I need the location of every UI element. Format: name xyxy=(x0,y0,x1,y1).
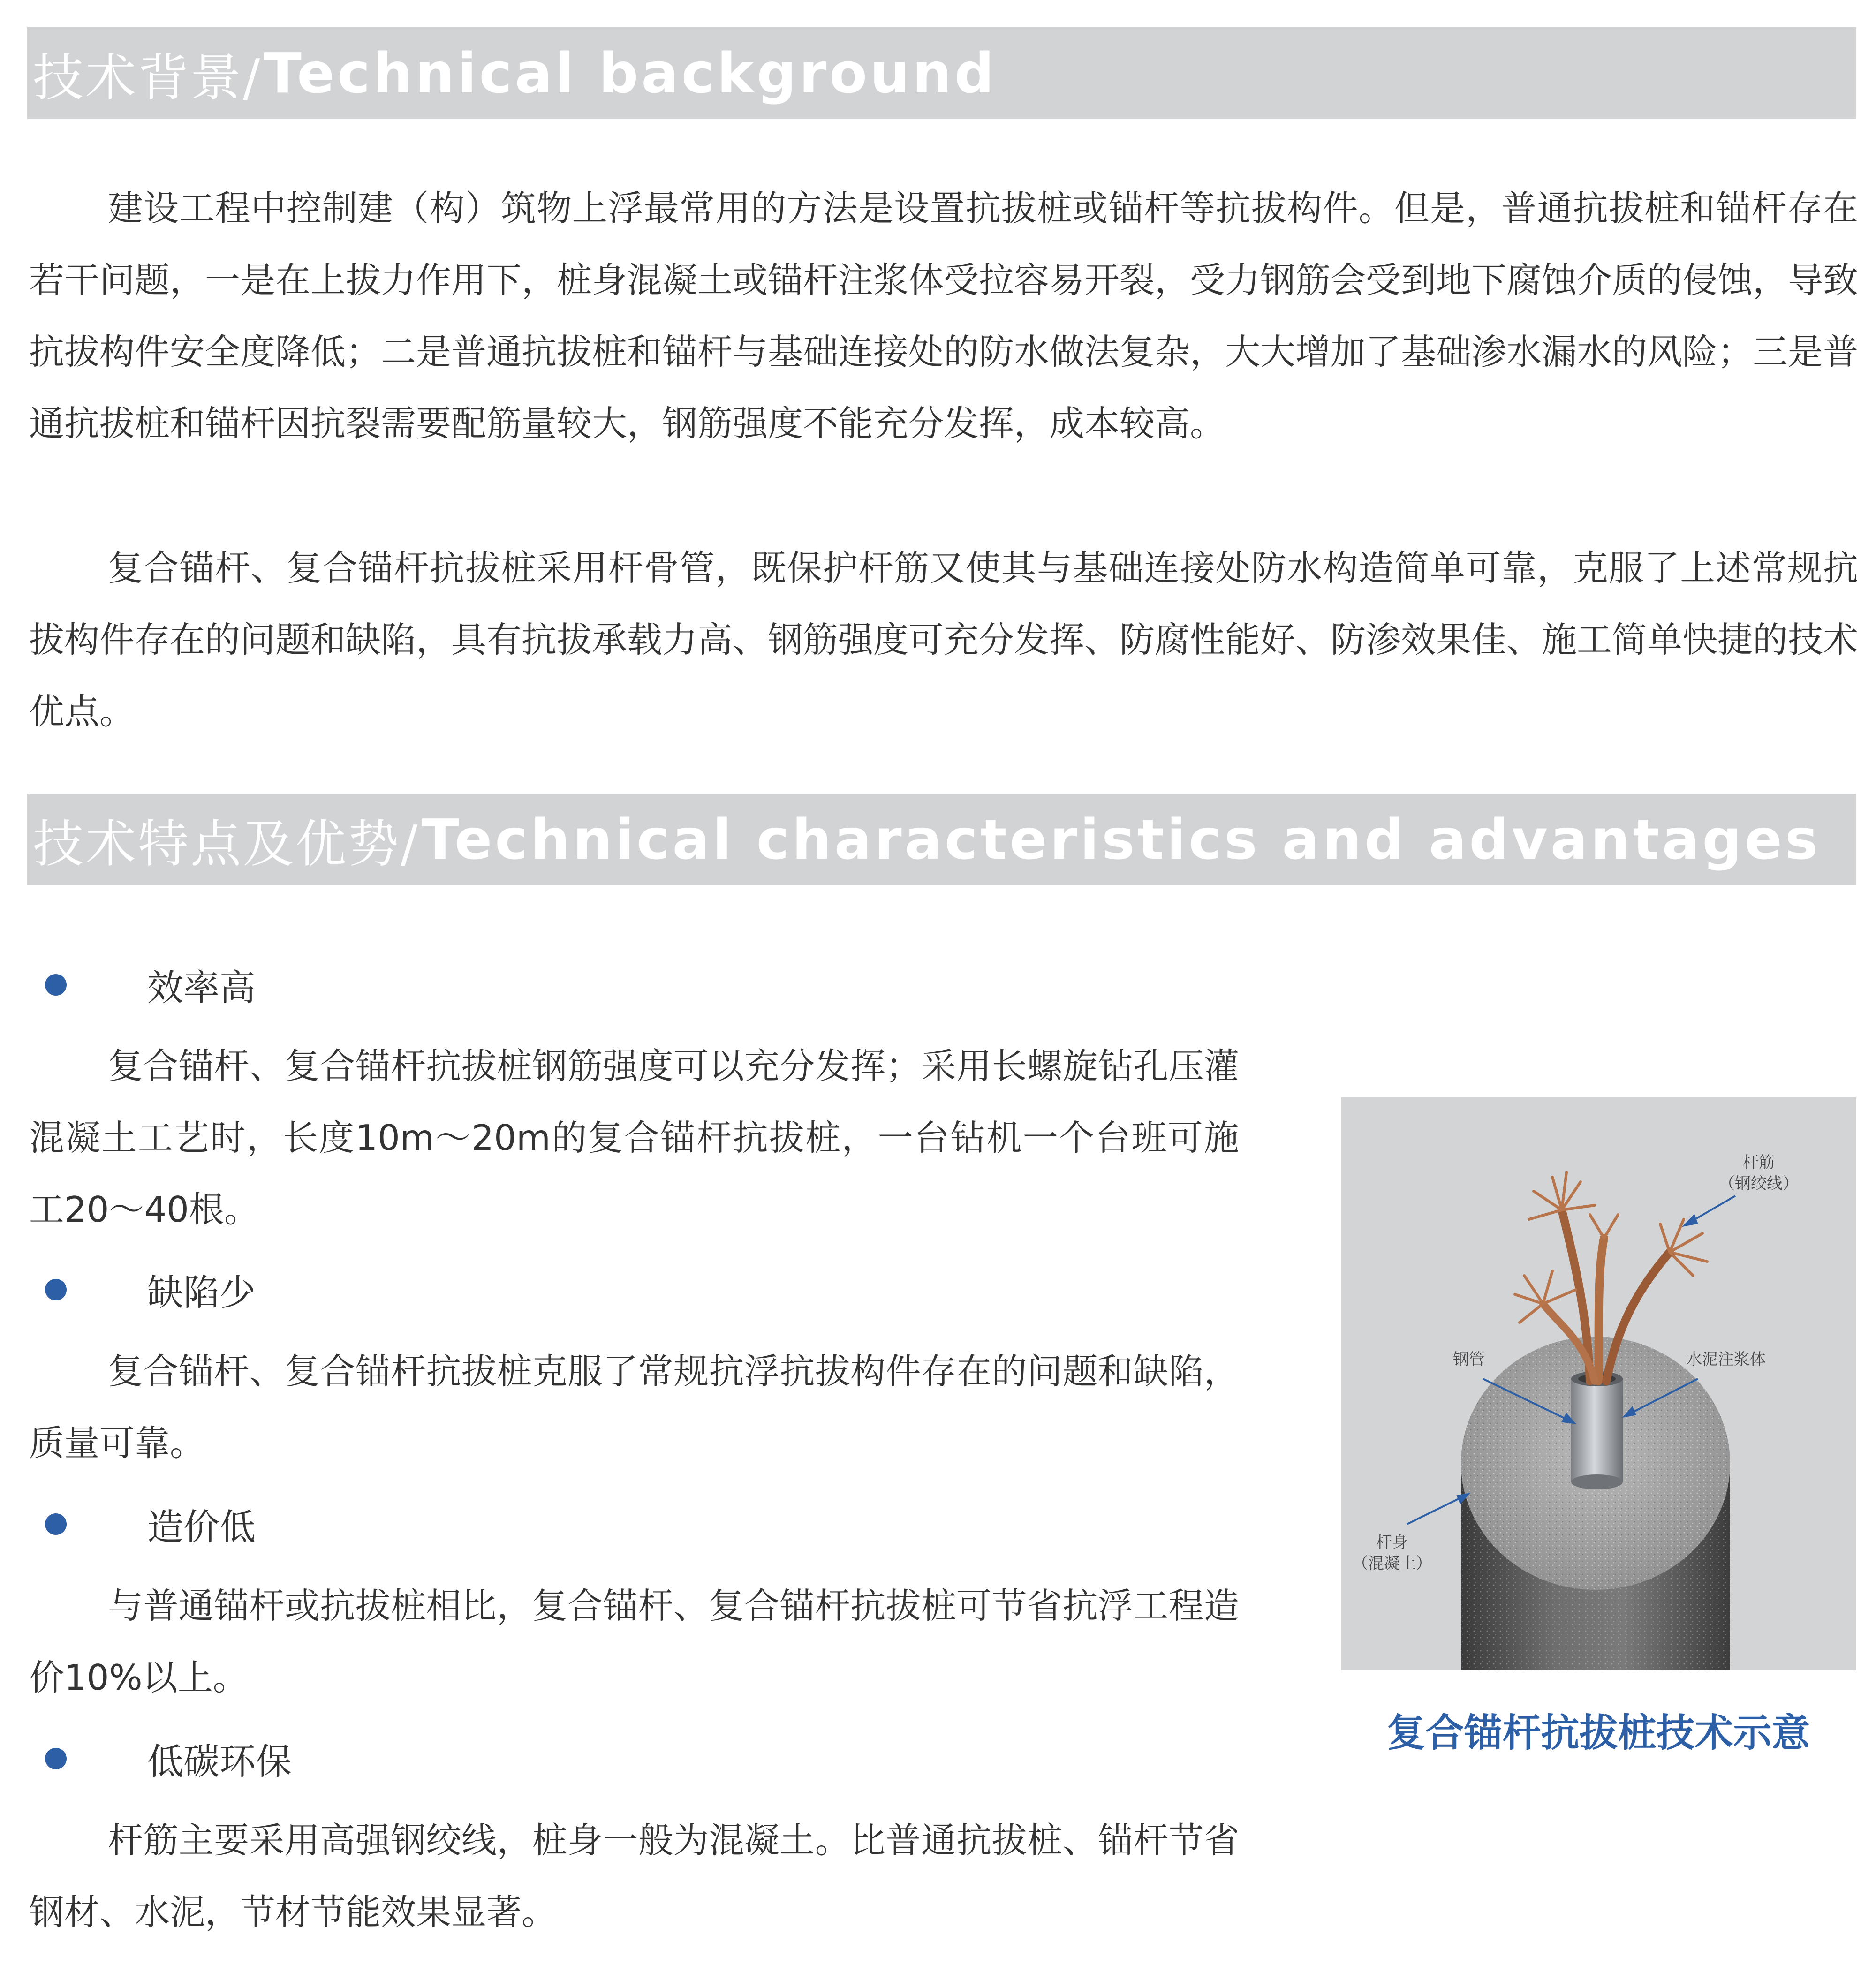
body-label-line2: （混凝土） xyxy=(1352,1554,1432,1573)
advantage-text: 杆筋主要采用高强钢绞线，桩身一般为混凝土。比普通抗拔桩、锚杆节省钢材、水泥，节材节能效果显著。 xyxy=(29,1820,1239,1933)
body-label-line1: 杆身 xyxy=(1376,1533,1408,1552)
advantage-item-heading xyxy=(45,1501,256,1548)
bullet-icon xyxy=(45,1279,67,1300)
anchor-pile-diagram xyxy=(1341,1097,1856,1670)
bullet-icon xyxy=(45,974,67,996)
advantage-text: 与普通锚杆或抗拔桩相比，复合锚杆、复合锚杆抗拔桩可节省抗浮工程造价10%以上。 xyxy=(29,1585,1239,1698)
anchor-pile-illustration xyxy=(1341,1097,1856,1670)
bullet-icon xyxy=(45,1748,67,1769)
section-banner-characteristics xyxy=(27,794,1856,885)
advantage-title: 效率高 xyxy=(147,967,256,1009)
advantage-text: 复合锚杆、复合锚杆抗拔桩克服了常规抗浮抗拔构件存在的问题和缺陷，质量可靠。 xyxy=(29,1351,1239,1464)
pipe-label: 钢管 xyxy=(1453,1350,1485,1369)
advantage-item-heading xyxy=(45,1266,256,1313)
section-title-cn: 技术特点及优势/ xyxy=(33,815,420,874)
section-title-en: Technical characteristics and advantages xyxy=(421,807,1821,872)
figure-caption: 复合锚杆抗拔桩技术示意 xyxy=(1387,1711,1810,1755)
advantage-title: 低碳环保 xyxy=(147,1741,292,1783)
rod-label-line2: （钢绞线） xyxy=(1719,1174,1799,1193)
section-title-en: Technical background xyxy=(264,41,997,106)
section-banner-technical-background xyxy=(27,27,1856,119)
grout-label: 水泥注浆体 xyxy=(1686,1350,1766,1369)
advantage-title: 缺陷少 xyxy=(147,1272,256,1314)
background-paragraph-1: 建设工程中控制建（构）筑物上浮最常用的方法是设置抗拔桩或锚杆等抗拔构件。但是，普通抗拔桩和锚杆存在若干问题，一是在上拔力作用下，桩身混凝土或锚杆注浆体受拉容易开裂，受力钢筋会受到地下腐蚀介质的侵蚀，导致抗拔构件安全度降低；二是普通抗拔桩和锚杆与基础连接处的防水做法复杂，大大增加了基础渗水漏水的风险；三是普通抗拔桩和锚杆因抗裂需要配筋量较大，钢筋强度不能充分发挥，成本较高。 xyxy=(29,188,1859,444)
advantage-text: 复合锚杆、复合锚杆抗拔桩钢筋强度可以充分发挥；采用长螺旋钻孔压灌混凝土工艺时，长度10m～20m的复合锚杆抗拔桩，一台钻机一个台班可施工20～40根。 xyxy=(29,1045,1239,1230)
advantage-item-heading xyxy=(45,961,256,1008)
background-paragraph-2: 复合锚杆、复合锚杆抗拔桩采用杆骨管，既保护杆筋又使其与基础连接处防水构造简单可靠，克服了上述常规抗拔构件存在的问题和缺陷，具有抗拔承载力高、钢筋强度可充分发挥、防腐性能好、防渗效果佳、施工简单快捷的技术优点。 xyxy=(29,547,1859,732)
rod-label-line1: 杆筋 xyxy=(1743,1153,1775,1172)
bullet-icon xyxy=(45,1513,67,1535)
advantage-item-heading xyxy=(45,1735,292,1782)
advantage-title: 造价低 xyxy=(147,1506,256,1549)
section-title-cn: 技术背景/ xyxy=(33,48,262,107)
steel-pipe xyxy=(1571,1371,1623,1489)
